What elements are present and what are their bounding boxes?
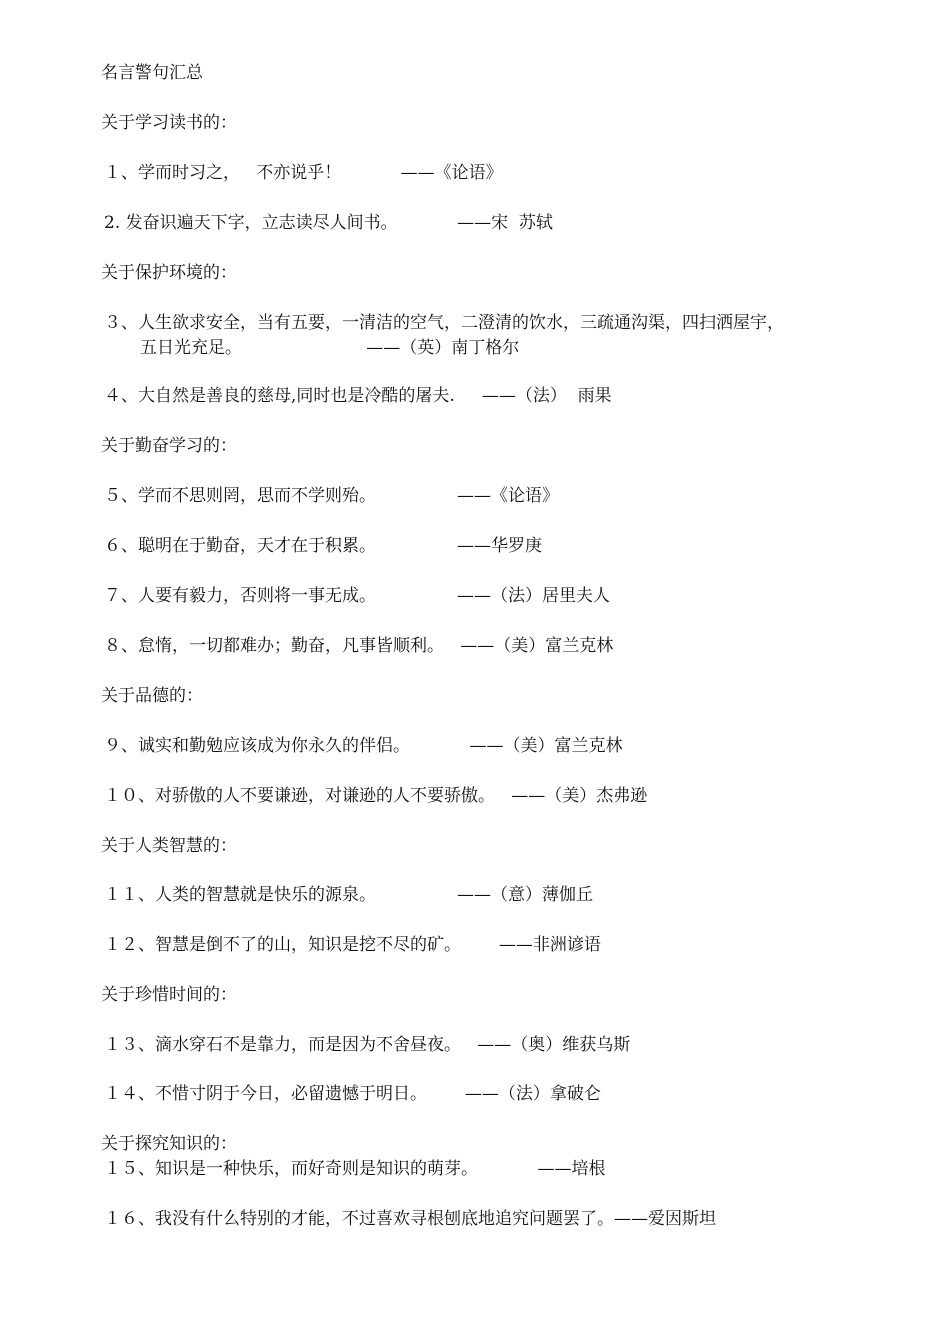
quote-line: １６、我没有什么特别的才能，不过喜欢寻根刨底地追究问题罢了。——爱因斯坦 <box>104 1209 716 1229</box>
section-heading: 关于学习读书的： <box>101 113 237 133</box>
section-heading: 关于品德的： <box>101 686 203 706</box>
section-heading: 关于保护环境的： <box>101 263 237 283</box>
quote-line: １２、智慧是倒不了的山，知识是挖不尽的矿。 ——非洲谚语 <box>104 935 601 955</box>
quote-line: ８、怠惰，一切都难办；勤奋，凡事皆顺利。 ——（美）富兰克林 <box>104 636 614 656</box>
quote-line: １４、不惜寸阴于今日，必留遗憾于明日。 ——（法）拿破仑 <box>104 1084 601 1104</box>
quote-line: ７、人要有毅力，否则将一事无成。 ——（法）居里夫人 <box>104 586 611 606</box>
quote-line: ９、诚实和勤勉应该成为你永久的伴侣。 ——（美）富兰克林 <box>104 736 623 756</box>
section-heading: 关于人类智慧的： <box>101 836 237 856</box>
section-heading: 关于探究知识的： <box>101 1134 237 1154</box>
section-heading: 关于勤奋学习的： <box>101 436 237 456</box>
quote-line: 2. 发奋识遍天下字，立志读尽人间书。 ——宋 苏轼 <box>104 213 553 233</box>
quote-line: ６、聪明在于勤奋，天才在于积累。 ——华罗庚 <box>104 536 543 556</box>
quote-line: ４、大自然是善良的慈母,同时也是冷酷的屠夫. ——（法） 雨果 <box>104 386 612 406</box>
quote-line: ３、人生欲求安全，当有五要，一清洁的空气，二澄清的饮水，三疏通沟渠，四扫洒屋宇， <box>104 313 784 333</box>
quote-line: １５、知识是一种快乐，而好奇则是知识的萌芽。 ——培根 <box>104 1159 606 1179</box>
section-heading: 关于珍惜时间的： <box>101 985 237 1005</box>
quote-line: ５、学而不思则罔，思而不学则殆。 ——《论语》 <box>104 486 560 506</box>
quote-line: １、学而时习之， 不亦说乎！ ——《论语》 <box>104 163 503 183</box>
quote-line: １３、滴水穿石不是靠力，而是因为不舍昼夜。 ——（奥）维获乌斯 <box>104 1035 631 1055</box>
document-title: 名言警句汇总 <box>101 63 203 83</box>
quote-line-continuation: 五日光充足。 ——（英）南丁格尔 <box>140 338 520 358</box>
quote-line: １０、对骄傲的人不要谦逊，对谦逊的人不要骄傲。 ——（美）杰弗逊 <box>104 786 648 806</box>
quote-line: １１、人类的智慧就是快乐的源泉。 ——（意）薄伽丘 <box>104 885 594 905</box>
